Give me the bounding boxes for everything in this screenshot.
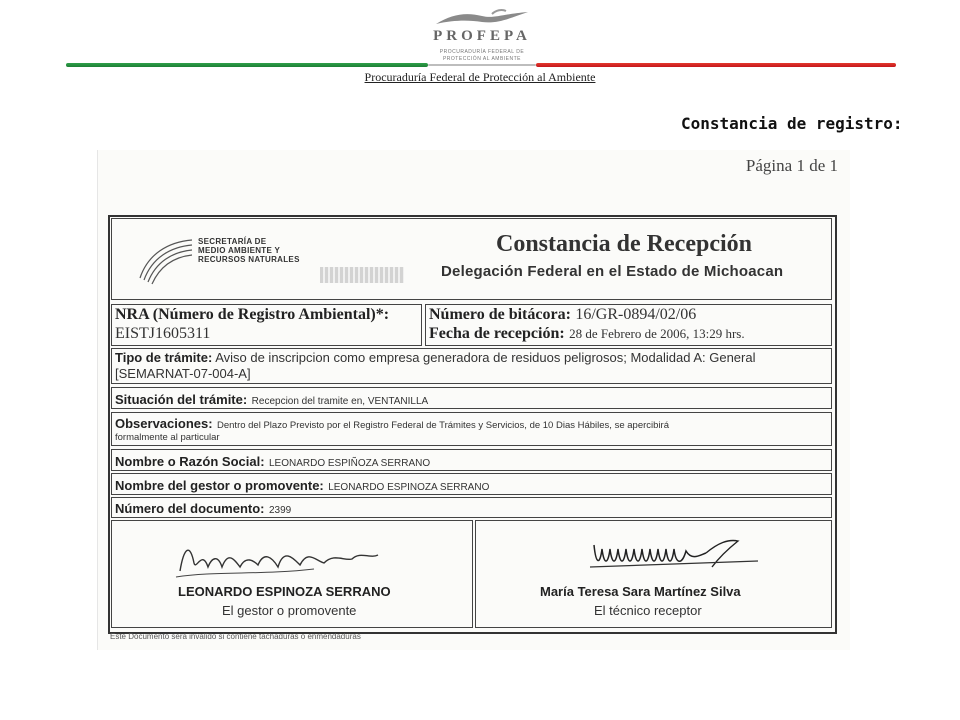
observaciones-value: Dentro del Plazo Previsto por el Registro Federal de Trámites y Servicios, de 10 Dias Hábiles, se apercibirá <box>217 420 669 431</box>
header-band-gray <box>428 64 536 66</box>
signature-box-gestor <box>111 520 473 628</box>
tipo-label: Tipo de trámite: <box>115 350 213 365</box>
page-number: Página 1 de 1 <box>745 156 838 175</box>
tipo-cell <box>111 348 832 384</box>
header-band-red <box>536 63 896 67</box>
situacion-line <box>115 391 428 409</box>
bitacora-label: Número de bitácora: <box>429 306 571 323</box>
razon-social-cell <box>111 449 832 471</box>
num-doc-label: Número del documento: <box>115 501 265 516</box>
nra-value: EISTJ1605311 <box>115 325 211 342</box>
gestor-label: Nombre del gestor o promovente: <box>115 478 324 493</box>
handwritten-signature-receptor <box>588 535 768 575</box>
bitacora-cell <box>425 304 832 346</box>
signature-role-gestor: El gestor o promovente <box>222 603 357 618</box>
scanned-document <box>97 150 850 650</box>
observaciones-label: Observaciones: <box>115 416 213 431</box>
situacion-label: Situación del trámite: <box>115 392 248 407</box>
fecha-label: Fecha de recepción: <box>429 325 565 342</box>
signature-name-receptor: María Teresa Sara Martínez Silva <box>540 584 741 599</box>
observaciones-cell <box>111 412 832 446</box>
bitacora-value: 16/GR-0894/02/06 <box>575 306 697 323</box>
logo-subtitle-1: PROCURADURÍA FEDERAL DE <box>439 49 525 55</box>
agency-name: Procuraduría Federal de Protección al Ambiente <box>364 70 596 84</box>
slide-heading: Constancia de registro: <box>681 114 903 133</box>
semarnat-logo <box>134 234 344 288</box>
situacion-value: Recepcion del tramite en, VENTANILLA <box>251 396 429 407</box>
logo-subtitle-2: PROTECCIÓN AL AMBIENTE <box>442 56 522 62</box>
tipo-value-2: [SEMARNAT-07-004-A] <box>115 366 251 381</box>
document-subtitle: Delegación Federal en el Estado de Michoacan <box>441 263 784 280</box>
signature-role-receptor: El técnico receptor <box>594 603 702 618</box>
gestor-cell <box>111 473 832 495</box>
observaciones-value-2: formalmente al particular <box>115 432 220 443</box>
tipo-value: Aviso de inscripcion como empresa generadora de residuos peligrosos; Modalidad A: General <box>215 350 756 365</box>
razon-social-line <box>115 453 430 471</box>
profepa-logo <box>420 8 544 62</box>
fecha-value: 28 de Febrero de 2006, 13:29 hrs. <box>569 326 745 341</box>
semarnat-line-3: RECURSOS NATURALES <box>198 255 300 264</box>
document-footnote: Este Documento será invalido si contiene tachaduras o enmendaduras <box>110 632 361 641</box>
semarnat-line-2: MEDIO AMBIENTE Y <box>198 246 281 255</box>
signature-box-receptor <box>475 520 832 628</box>
nra-label: NRA (Número de Registro Ambiental)*: <box>115 306 390 323</box>
tipo-line <box>115 350 755 365</box>
semarnat-emblem-icon <box>134 234 194 286</box>
num-doc-value: 2399 <box>268 505 292 516</box>
gestor-line <box>115 477 489 495</box>
razon-social-label: Nombre o Razón Social: <box>115 454 265 469</box>
num-doc-line <box>115 500 291 518</box>
razon-social-value: LEONARDO ESPIÑOZA SERRANO <box>268 458 431 469</box>
situacion-cell <box>111 387 832 409</box>
observaciones-line <box>115 415 669 433</box>
gestor-value: LEONARDO ESPINOZA SERRANO <box>328 482 490 493</box>
bitacora-line <box>429 306 696 324</box>
handwritten-signature-gestor <box>174 537 394 581</box>
fecha-line <box>429 325 745 343</box>
logo-wordmark: PROFEPA <box>433 28 531 44</box>
num-doc-cell <box>111 497 832 518</box>
nra-cell <box>111 304 422 346</box>
header-band-green <box>66 63 428 67</box>
smudged-stamp <box>320 267 404 283</box>
document-title: Constancia de Recepción <box>496 231 752 257</box>
semarnat-text <box>198 237 300 264</box>
eagle-emblem-icon <box>432 8 532 30</box>
signature-name-gestor: LEONARDO ESPINOZA SERRANO <box>178 584 391 599</box>
semarnat-line-1: SECRETARÍA DE <box>198 237 267 246</box>
